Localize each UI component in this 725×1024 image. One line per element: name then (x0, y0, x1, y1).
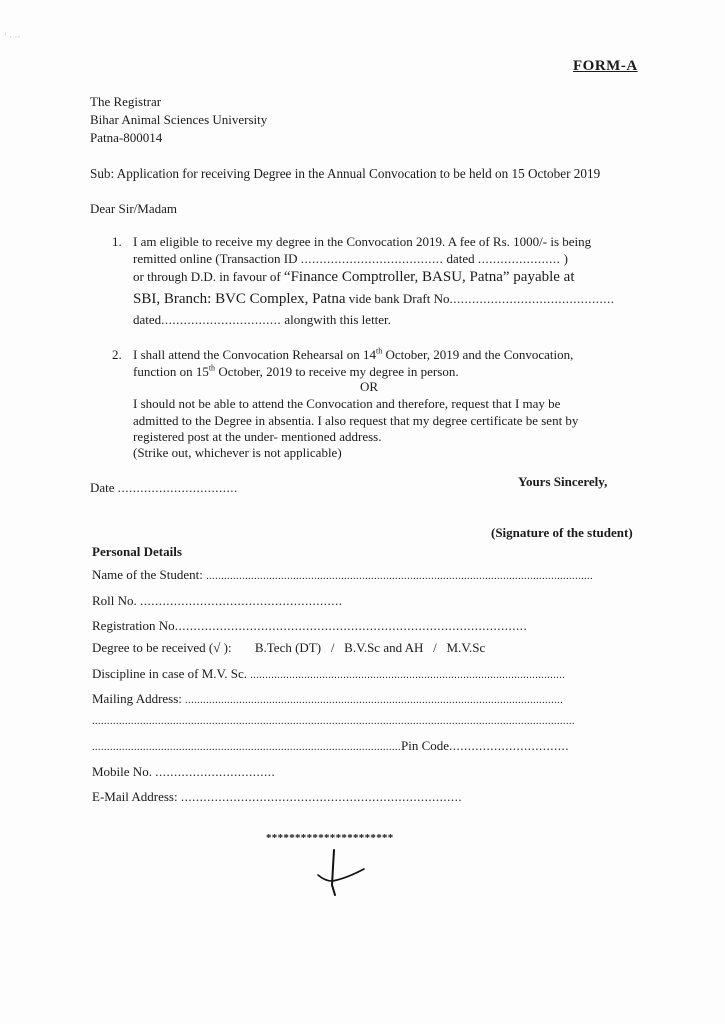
email-row (92, 789, 462, 805)
email-label: E-Mail Address: (92, 789, 178, 804)
signature-mark-icon (300, 845, 380, 900)
transaction-id-field[interactable]: ...................................... (300, 251, 444, 266)
mailing-address-field-2[interactable]: ................................................................................................................................................................. (92, 716, 575, 727)
registration-no-field[interactable]: .............................................................................................. (174, 618, 528, 633)
email-field[interactable]: ........................................................................... (180, 789, 463, 804)
mobile-label: Mobile No. (92, 764, 152, 779)
discipline-label: Discipline in case of M.V. Sc. (92, 666, 248, 681)
item-2-line-2b: October, 2019 to receive my degree in person. (218, 364, 459, 379)
item-1-transaction-label: remitted online (Transaction ID (133, 251, 298, 266)
roll-no-row (92, 593, 343, 609)
personal-details-heading: Personal Details (92, 544, 182, 559)
student-name-label: Name of the Student: (92, 567, 203, 582)
date-row (90, 480, 238, 496)
discipline-field[interactable]: ......................................................................................................... (250, 670, 566, 681)
item-2-line-6: (Strike out, whichever is not applicable) (133, 445, 342, 460)
closing: Yours Sincerely, (518, 474, 608, 489)
scan-smudge-mark: ʿ · ·· (4, 32, 21, 42)
item-2-line-3: I should not be able to attend the Convocation and therefore, request that I may be (133, 396, 561, 411)
signature-label: (Signature of the student) (491, 525, 633, 540)
item-1-number: 1. (112, 234, 122, 249)
degree-row (92, 640, 485, 656)
item-2-line-2a: function on 15 (133, 364, 209, 379)
item-1-draft-label: vide bank Draft No (348, 291, 450, 306)
item-1-payee: “Finance Comptroller, BASU, Patna” payable at (283, 269, 575, 285)
item-1-dd-label: or through D.D. in favour of (133, 269, 281, 284)
date-label: Date (90, 480, 115, 495)
item-2-line-2 (133, 364, 459, 380)
item-1-alongwith: alongwith this letter. (284, 312, 391, 327)
degree-options[interactable]: B.Tech (DT) / B.V.Sc and AH / M.V.Sc (254, 640, 486, 655)
item-1-line-4 (133, 291, 614, 308)
student-name-row (92, 567, 593, 583)
item-1-line-2 (133, 251, 568, 267)
item-1-dated-label-2: dated (133, 312, 162, 327)
mailing-address-field-1[interactable]: .............................................................................................................................. (185, 695, 564, 706)
item-2-number: 2. (112, 347, 122, 362)
date-field[interactable]: ................................ (117, 480, 238, 495)
item-1-branch: SBI, Branch: BVC Complex, Patna (133, 291, 346, 307)
mailing-address-field-3[interactable]: ....................................................................................................... (92, 742, 401, 753)
mobile-row (92, 764, 275, 780)
mobile-field[interactable]: ................................ (155, 764, 276, 779)
mailing-address-row (92, 691, 563, 707)
transaction-date-field[interactable]: ...................... (477, 251, 561, 266)
item-2-sup-2: th (208, 363, 216, 373)
subject-line: Sub: Application for receiving Degree in the Annual Convocation to be held on 15 October 2019 (90, 166, 601, 181)
form-id: FORM-A (573, 58, 638, 74)
item-1-line-5 (133, 312, 391, 328)
pin-code-field[interactable]: ................................ (449, 738, 570, 753)
draft-date-field[interactable]: ................................ (161, 312, 282, 327)
footer-stars: ********************** (266, 832, 394, 844)
pin-code-label: Pin Code (401, 738, 450, 753)
roll-no-label: Roll No. (92, 593, 137, 608)
item-2-line-4: admitted to the Degree in absentia. I also request that my degree certificate be sent by (133, 413, 579, 428)
draft-number-field[interactable]: ............................................ (449, 291, 615, 306)
mailing-address-row-3 (92, 738, 569, 754)
mailing-address-label: Mailing Address: (92, 691, 182, 706)
item-2-line-1b: October, 2019 and the Convocation, (385, 347, 574, 362)
item-1-dated-label: dated (446, 251, 475, 266)
item-2-line-1 (133, 347, 573, 363)
address-line-2: Bihar Animal Sciences University (90, 112, 268, 127)
address-line-3: Patna-800014 (90, 130, 163, 145)
discipline-row (92, 666, 565, 682)
item-2-sup-1: th (375, 346, 383, 356)
item-2-line-1a: I shall attend the Convocation Rehearsal on 14 (133, 347, 376, 362)
address-line-1: The Registrar (90, 94, 162, 109)
salutation: Dear Sir/Madam (90, 201, 178, 216)
item-1-close-paren: ) (563, 251, 569, 266)
item-2-line-5: registered post at the under- mentioned address. (133, 429, 382, 444)
degree-label: Degree to be received (√ ): (92, 640, 232, 655)
item-1-line-1: I am eligible to receive my degree in the Convocation 2019. A fee of Rs. 1000/- is being (133, 234, 592, 249)
student-name-field[interactable]: ................................................................................................................................. (206, 571, 594, 582)
registration-no-row (92, 618, 527, 634)
item-1-line-3 (133, 269, 575, 286)
item-2-or: OR (360, 379, 379, 394)
roll-no-field[interactable]: ...................................................... (140, 593, 343, 608)
registration-no-label: Registration No (92, 618, 175, 633)
